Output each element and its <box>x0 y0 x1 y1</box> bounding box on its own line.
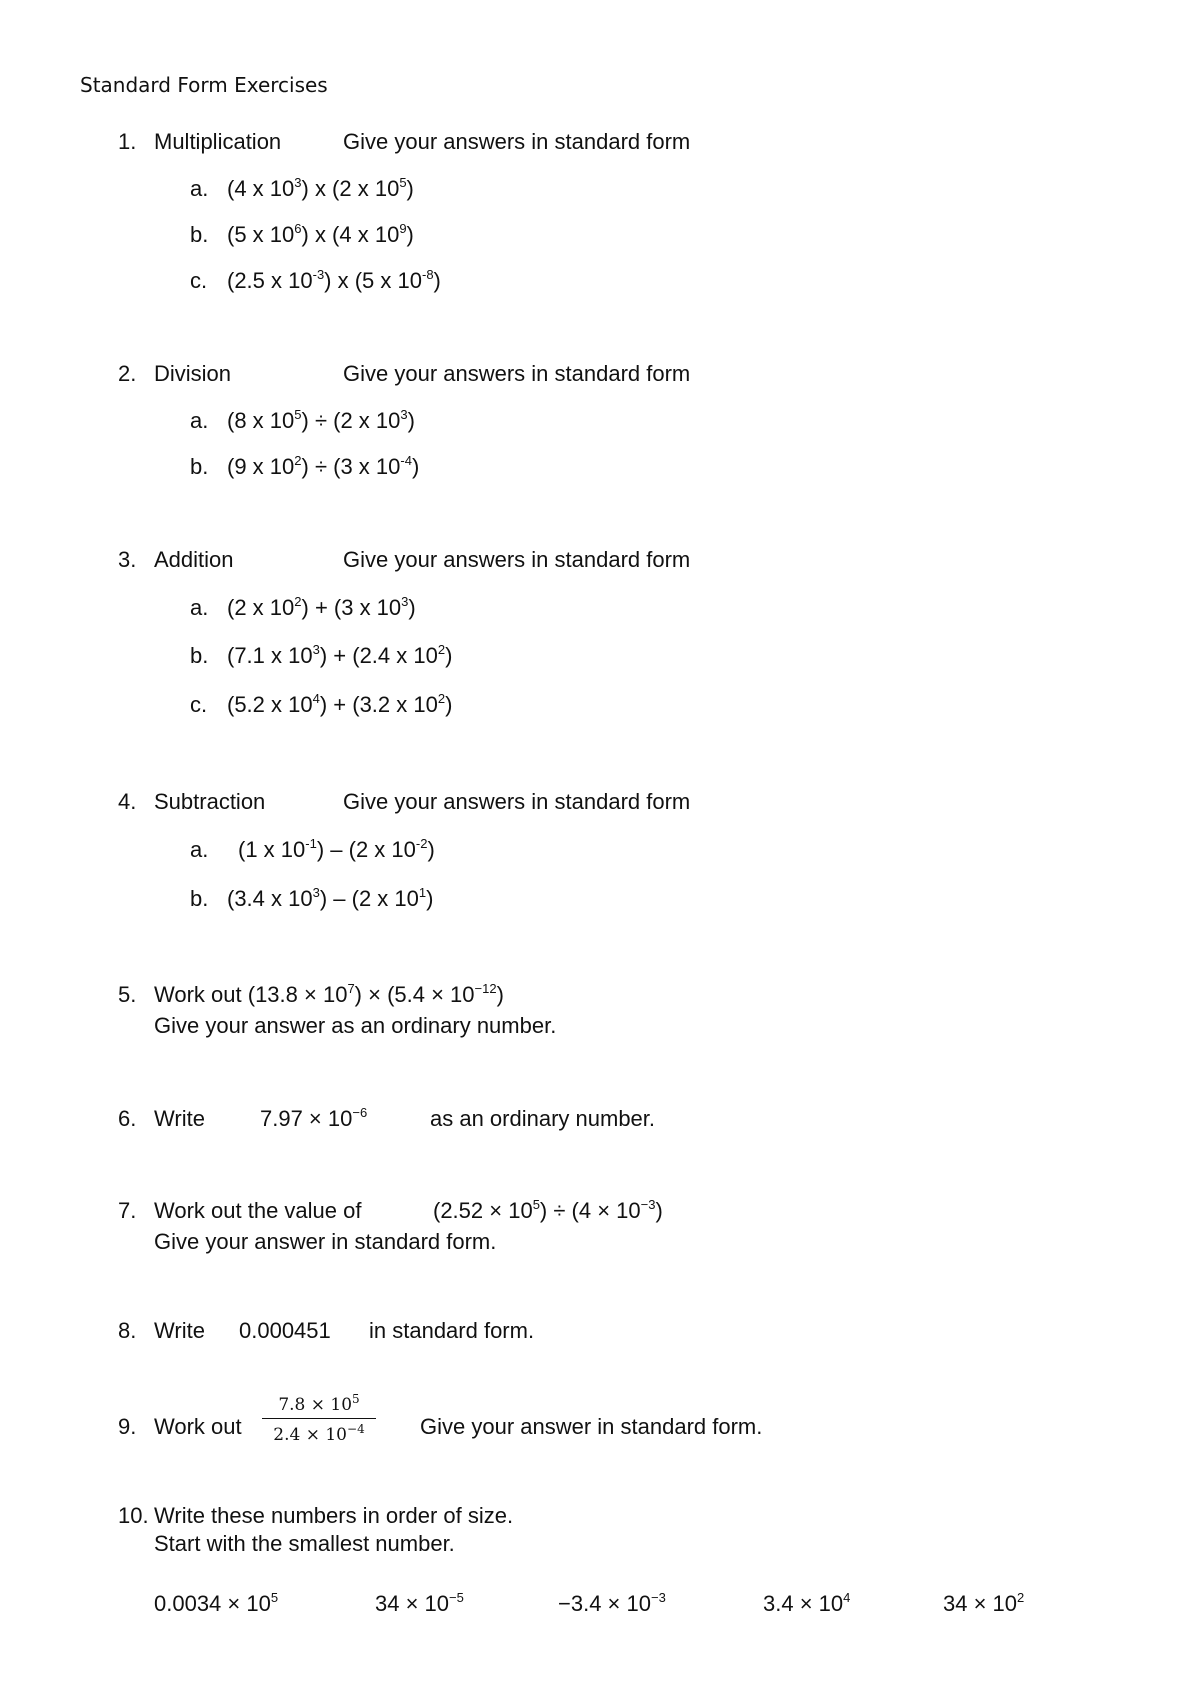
part-expression: (9 x $10^2) \div (3$ x $10^{-4}$) <box>227 453 420 479</box>
question-text: Work out $(13.8 \times 10^7) \times (5.4 \times 10^{-12})$ <box>154 981 504 1007</box>
question-number: 3. <box>118 547 137 572</box>
order-item: $3.4 \times 10^4$ <box>763 1590 851 1616</box>
question-number: 7. <box>118 1198 137 1223</box>
part-letter: a. <box>190 176 209 201</box>
question-instruction: Give your answers in standard form <box>343 789 691 814</box>
part-letter: b. <box>190 643 209 668</box>
question-number: 9. <box>118 1414 137 1439</box>
fraction-expression <box>262 1392 376 1445</box>
question-label: Work out <box>154 1414 242 1439</box>
part-expression: (4 x $10^3$) x (2 x $10^5$) <box>227 175 414 201</box>
order-item: $-3.4 \times 10^{-3}$ <box>558 1590 666 1616</box>
part-expression: (7.1 x $10^3) + (2.4$ x $10^2$) <box>227 642 453 668</box>
question-expression: $(2.52 \times 10^5) \div (4 \times 10^{-3})$ <box>433 1197 663 1223</box>
part-expression: (8 x $10^5) \div (2$ x $10^3$) <box>227 407 415 433</box>
part-letter: a. <box>190 837 209 862</box>
question-label: Subtraction <box>154 789 266 814</box>
question-label: Work out the value of <box>154 1198 362 1223</box>
part-letter: c. <box>190 268 208 293</box>
question-instruction: Give your answers in standard form <box>343 129 691 154</box>
question-instruction: in standard form. <box>369 1318 535 1343</box>
question-number: 6. <box>118 1106 137 1131</box>
question-value: 0.000451 <box>239 1318 331 1343</box>
part-letter: b. <box>190 222 209 247</box>
question-number: 8. <box>118 1318 137 1343</box>
part-expression: (2 x $10^2) + (3$ x $10^3$) <box>227 594 416 620</box>
part-expression: (1 x $10^{-1}) - (2$ x $10^{-2}$) <box>238 836 435 862</box>
page-header: Standard Form Exercises <box>80 73 328 97</box>
part-expression: (5.2 x $10^4) + (3.2$ x $10^2$) <box>227 691 453 717</box>
question-instruction: as an ordinary number. <box>430 1106 656 1131</box>
question-instruction: Give your answer as an ordinary number. <box>154 1013 557 1038</box>
part-expression: (3.4 x $10^3) - (2$ x $10^1$) <box>227 885 434 911</box>
question-label: Division <box>154 361 232 386</box>
order-item: $34 \times 10^2$ <box>943 1590 1025 1616</box>
question-label: Write <box>154 1318 205 1343</box>
question-instruction: Give your answer in standard form. <box>154 1229 497 1254</box>
question-label: Addition <box>154 547 234 572</box>
part-expression: (2.5 x $10^{-3}$) x (5 x $10^{-8}$) <box>227 267 441 293</box>
question-number: 10. <box>118 1503 149 1528</box>
question-instruction: Give your answer in standard form. <box>420 1414 763 1439</box>
question-instruction: Give your answers in standard form <box>343 361 691 386</box>
fraction-denominator: $2.4 \times 10^{-4}$ <box>273 1422 365 1445</box>
question-number: 1. <box>118 129 137 154</box>
part-expression: (5 x $10^6$) x (4 x $10^9$) <box>227 221 414 247</box>
order-item: $34 \times 10^{-5}$ <box>375 1590 464 1616</box>
part-letter: c. <box>190 692 208 717</box>
fraction-numerator: $7.8 \times 10^5$ <box>262 1395 376 1419</box>
order-item: $0.0034 \times 10^5$ <box>154 1590 279 1616</box>
question-number: 2. <box>118 361 137 386</box>
part-letter: b. <box>190 454 209 479</box>
question-text: Write these numbers in order of size. <box>154 1503 514 1528</box>
question-instruction: Start with the smallest number. <box>154 1531 455 1556</box>
part-letter: a. <box>190 595 209 620</box>
question-label: Multiplication <box>154 129 282 154</box>
question-instruction: Give your answers in standard form <box>343 547 691 572</box>
part-letter: a. <box>190 408 209 433</box>
question-label: Write <box>154 1106 205 1131</box>
question-number: 5. <box>118 982 137 1007</box>
question-number: 4. <box>118 789 137 814</box>
part-letter: b. <box>190 886 209 911</box>
question-expression: $7.97 \times 10^{-6}$ <box>260 1105 368 1131</box>
